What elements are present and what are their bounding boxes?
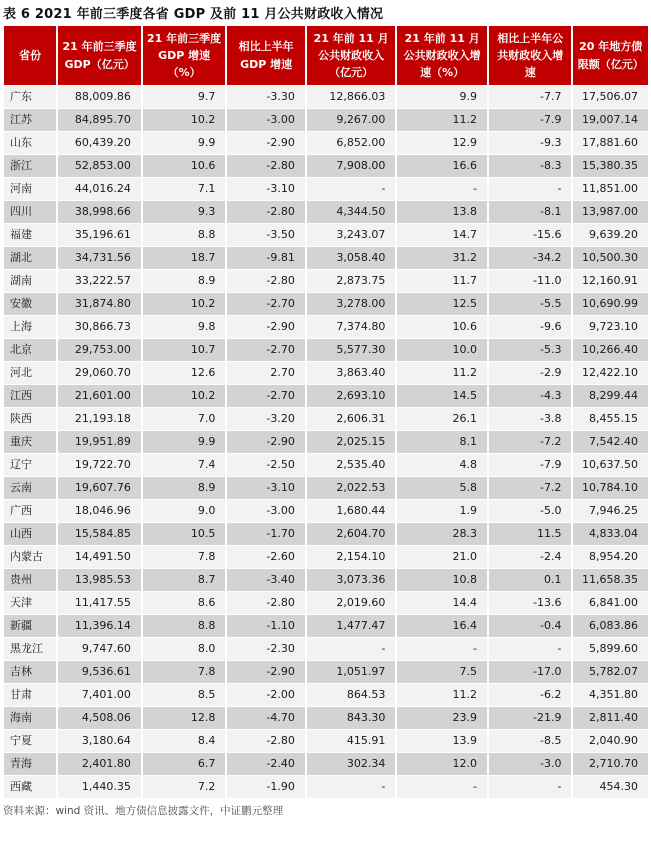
- table-row: [4, 638, 648, 660]
- cell-value: 35,196.61: [58, 224, 141, 246]
- cell-value: 34,731.56: [58, 247, 141, 269]
- cell-province: 宁夏: [4, 730, 56, 752]
- cell-value: 14.4: [397, 592, 487, 614]
- cell-value: 7,374.80: [307, 316, 396, 338]
- cell-value: 2,811.40: [573, 707, 648, 729]
- cell-province: 上海: [4, 316, 56, 338]
- cell-value: 6,083.86: [573, 615, 648, 637]
- cell-value: 9.0: [143, 500, 226, 522]
- cell-value: 454.30: [573, 776, 648, 798]
- cell-value: 10.2: [143, 385, 226, 407]
- table-row: [4, 316, 648, 338]
- cell-value: -: [397, 178, 487, 200]
- cell-value: 8.4: [143, 730, 226, 752]
- cell-value: 10,500.30: [573, 247, 648, 269]
- cell-value: 2,873.75: [307, 270, 396, 292]
- cell-value: 8.6: [143, 592, 226, 614]
- cell-value: 15,380.35: [573, 155, 648, 177]
- cell-value: 12.9: [397, 132, 487, 154]
- table-row: [4, 385, 648, 407]
- cell-value: 30,866.73: [58, 316, 141, 338]
- cell-value: 7,908.00: [307, 155, 396, 177]
- cell-value: -3.10: [227, 477, 304, 499]
- cell-value: 9,723.10: [573, 316, 648, 338]
- cell-value: 7.8: [143, 661, 226, 683]
- cell-value: -2.80: [227, 155, 304, 177]
- cell-value: 843.30: [307, 707, 396, 729]
- cell-value: 13.8: [397, 201, 487, 223]
- cell-province: 云南: [4, 477, 56, 499]
- table-row: [4, 178, 648, 200]
- table-row: [4, 753, 648, 775]
- cell-province: 江西: [4, 385, 56, 407]
- cell-value: -9.81: [227, 247, 304, 269]
- cell-value: 2,693.10: [307, 385, 396, 407]
- cell-value: 2.70: [227, 362, 304, 384]
- cell-value: -3.10: [227, 178, 304, 200]
- table-row: [4, 408, 648, 430]
- cell-province: 河北: [4, 362, 56, 384]
- cell-value: 10.6: [397, 316, 487, 338]
- cell-province: 北京: [4, 339, 56, 361]
- source-note: 资料来源：wind 资讯、地方债信息披露文件，中证鹏元整理: [3, 805, 284, 817]
- cell-value: 7.5: [397, 661, 487, 683]
- cell-value: 3,278.00: [307, 293, 396, 315]
- cell-value: 17,881.60: [573, 132, 648, 154]
- cell-value: 10,784.10: [573, 477, 648, 499]
- cell-value: 11,417.55: [58, 592, 141, 614]
- cell-value: 9,747.60: [58, 638, 141, 660]
- cell-value: 2,535.40: [307, 454, 396, 476]
- cell-value: -4.3: [489, 385, 572, 407]
- cell-value: -1.10: [227, 615, 304, 637]
- cell-value: -: [307, 638, 396, 660]
- cell-value: -3.40: [227, 569, 304, 591]
- cell-value: 9,267.00: [307, 109, 396, 131]
- table-row: [4, 270, 648, 292]
- column-header: 21 年前三季度 GDP 增速（%）: [143, 26, 226, 85]
- cell-value: 84,895.70: [58, 109, 141, 131]
- table-row: [4, 201, 648, 223]
- cell-value: 13,987.00: [573, 201, 648, 223]
- cell-value: 9.7: [143, 86, 226, 108]
- cell-value: 12.0: [397, 753, 487, 775]
- cell-value: 29,060.70: [58, 362, 141, 384]
- cell-province: 天津: [4, 592, 56, 614]
- cell-value: -5.0: [489, 500, 572, 522]
- cell-value: 415.91: [307, 730, 396, 752]
- column-header: 省份: [4, 26, 56, 85]
- cell-value: 7.2: [143, 776, 226, 798]
- cell-value: 44,016.24: [58, 178, 141, 200]
- cell-value: 26.1: [397, 408, 487, 430]
- cell-value: 10.6: [143, 155, 226, 177]
- cell-value: 10,266.40: [573, 339, 648, 361]
- cell-value: 16.4: [397, 615, 487, 637]
- cell-value: -1.90: [227, 776, 304, 798]
- cell-value: -3.0: [489, 753, 572, 775]
- column-header: 21 年前三季度 GDP（亿元）: [58, 26, 141, 85]
- table-row: [4, 362, 648, 384]
- cell-value: -7.9: [489, 454, 572, 476]
- cell-value: 2,401.80: [58, 753, 141, 775]
- cell-value: -3.50: [227, 224, 304, 246]
- table-row: [4, 293, 648, 315]
- table-row: [4, 569, 648, 591]
- cell-value: 7,542.40: [573, 431, 648, 453]
- cell-value: 2,606.31: [307, 408, 396, 430]
- cell-value: -2.00: [227, 684, 304, 706]
- cell-province: 安徽: [4, 293, 56, 315]
- cell-value: 4,351.80: [573, 684, 648, 706]
- cell-value: -7.2: [489, 477, 572, 499]
- cell-value: 28.3: [397, 523, 487, 545]
- table-row: [4, 615, 648, 637]
- table-row: [4, 247, 648, 269]
- cell-value: 5,899.60: [573, 638, 648, 660]
- cell-value: 9.9: [143, 431, 226, 453]
- cell-value: 23.9: [397, 707, 487, 729]
- cell-value: 10,690.99: [573, 293, 648, 315]
- table-row: [4, 661, 648, 683]
- cell-value: 2,710.70: [573, 753, 648, 775]
- cell-province: 甘肃: [4, 684, 56, 706]
- cell-value: 10.2: [143, 293, 226, 315]
- column-header: 21 年前 11 月公共财政收入（亿元）: [307, 26, 396, 85]
- cell-value: 21.0: [397, 546, 487, 568]
- cell-value: 9.9: [397, 86, 487, 108]
- cell-value: 19,951.89: [58, 431, 141, 453]
- cell-value: 9.3: [143, 201, 226, 223]
- cell-value: 7,946.25: [573, 500, 648, 522]
- cell-value: 2,154.10: [307, 546, 396, 568]
- cell-province: 四川: [4, 201, 56, 223]
- cell-value: 1.9: [397, 500, 487, 522]
- cell-province: 海南: [4, 707, 56, 729]
- table-title: 表 6 2021 年前三季度各省 GDP 及前 11 月公共财政收入情况: [3, 7, 384, 22]
- cell-value: 13.9: [397, 730, 487, 752]
- cell-province: 山西: [4, 523, 56, 545]
- cell-value: 88,009.86: [58, 86, 141, 108]
- cell-value: -0.4: [489, 615, 572, 637]
- cell-value: 8.0: [143, 638, 226, 660]
- cell-value: 12.6: [143, 362, 226, 384]
- cell-value: -3.8: [489, 408, 572, 430]
- cell-value: 11,851.00: [573, 178, 648, 200]
- cell-value: 31.2: [397, 247, 487, 269]
- cell-value: 11.7: [397, 270, 487, 292]
- cell-value: 7.8: [143, 546, 226, 568]
- cell-value: 11.2: [397, 109, 487, 131]
- cell-value: -2.90: [227, 431, 304, 453]
- cell-value: 0.1: [489, 569, 572, 591]
- cell-value: -2.70: [227, 293, 304, 315]
- cell-province: 广东: [4, 86, 56, 108]
- cell-value: -2.80: [227, 592, 304, 614]
- column-header: 20 年地方债限额（亿元）: [573, 26, 648, 85]
- cell-value: -2.80: [227, 201, 304, 223]
- cell-value: 5,782.07: [573, 661, 648, 683]
- cell-value: -2.9: [489, 362, 572, 384]
- table-row: [4, 155, 648, 177]
- column-header: 21 年前 11 月公共财政收入增速（%）: [397, 26, 487, 85]
- table-row: [4, 132, 648, 154]
- table-row: [4, 224, 648, 246]
- cell-value: 10.2: [143, 109, 226, 131]
- cell-value: -34.2: [489, 247, 572, 269]
- column-header: 相比上半年公共财政收入增速: [489, 26, 572, 85]
- cell-value: 1,680.44: [307, 500, 396, 522]
- cell-value: -21.9: [489, 707, 572, 729]
- cell-value: -6.2: [489, 684, 572, 706]
- cell-value: -8.3: [489, 155, 572, 177]
- cell-value: -3.00: [227, 109, 304, 131]
- table-body: [4, 86, 648, 798]
- cell-value: 7.0: [143, 408, 226, 430]
- cell-value: 29,753.00: [58, 339, 141, 361]
- cell-value: 7,401.00: [58, 684, 141, 706]
- cell-value: 2,604.70: [307, 523, 396, 545]
- cell-value: -2.30: [227, 638, 304, 660]
- cell-value: -: [307, 178, 396, 200]
- table-row: [4, 546, 648, 568]
- cell-value: 9.9: [143, 132, 226, 154]
- cell-value: 11,658.35: [573, 569, 648, 591]
- table-header-row: [4, 26, 648, 85]
- cell-value: -9.3: [489, 132, 572, 154]
- table-row: [4, 454, 648, 476]
- cell-value: 52,853.00: [58, 155, 141, 177]
- table-row: [4, 86, 648, 108]
- cell-value: 10.5: [143, 523, 226, 545]
- cell-value: -11.0: [489, 270, 572, 292]
- cell-value: -: [489, 638, 572, 660]
- cell-value: -7.9: [489, 109, 572, 131]
- cell-value: 9,536.61: [58, 661, 141, 683]
- cell-value: -2.80: [227, 270, 304, 292]
- cell-value: 6.7: [143, 753, 226, 775]
- cell-value: -2.90: [227, 316, 304, 338]
- cell-value: 18.7: [143, 247, 226, 269]
- column-header: 相比上半年 GDP 增速: [227, 26, 304, 85]
- cell-value: -15.6: [489, 224, 572, 246]
- cell-value: 12.8: [143, 707, 226, 729]
- cell-value: -: [489, 178, 572, 200]
- cell-value: 8,455.15: [573, 408, 648, 430]
- cell-value: 9,639.20: [573, 224, 648, 246]
- cell-province: 西藏: [4, 776, 56, 798]
- cell-province: 湖北: [4, 247, 56, 269]
- cell-value: -1.70: [227, 523, 304, 545]
- cell-value: 60,439.20: [58, 132, 141, 154]
- cell-value: 4,833.04: [573, 523, 648, 545]
- cell-value: 10,637.50: [573, 454, 648, 476]
- cell-value: 9.8: [143, 316, 226, 338]
- cell-value: -7.2: [489, 431, 572, 453]
- cell-value: 2,025.15: [307, 431, 396, 453]
- cell-value: 19,722.70: [58, 454, 141, 476]
- table-row: [4, 707, 648, 729]
- cell-value: 14,491.50: [58, 546, 141, 568]
- cell-value: 4,508.06: [58, 707, 141, 729]
- table-row: [4, 477, 648, 499]
- cell-value: 19,607.76: [58, 477, 141, 499]
- cell-value: 11.2: [397, 684, 487, 706]
- cell-value: -2.60: [227, 546, 304, 568]
- cell-value: 2,019.60: [307, 592, 396, 614]
- cell-value: -2.4: [489, 546, 572, 568]
- cell-value: 33,222.57: [58, 270, 141, 292]
- cell-value: -: [489, 776, 572, 798]
- cell-value: -2.90: [227, 661, 304, 683]
- table-row: [4, 500, 648, 522]
- cell-province: 吉林: [4, 661, 56, 683]
- cell-province: 辽宁: [4, 454, 56, 476]
- cell-value: 15,584.85: [58, 523, 141, 545]
- table-row: [4, 109, 648, 131]
- cell-value: 302.34: [307, 753, 396, 775]
- cell-value: -: [397, 638, 487, 660]
- cell-value: 8.8: [143, 615, 226, 637]
- table-row: [4, 730, 648, 752]
- cell-value: 5,577.30: [307, 339, 396, 361]
- table-row: [4, 592, 648, 614]
- cell-value: 8.5: [143, 684, 226, 706]
- cell-province: 山东: [4, 132, 56, 154]
- cell-value: -9.6: [489, 316, 572, 338]
- cell-province: 河南: [4, 178, 56, 200]
- cell-value: 12,866.03: [307, 86, 396, 108]
- cell-value: 3,863.40: [307, 362, 396, 384]
- cell-value: -: [307, 776, 396, 798]
- cell-value: 5.8: [397, 477, 487, 499]
- cell-value: 2,022.53: [307, 477, 396, 499]
- cell-province: 贵州: [4, 569, 56, 591]
- cell-value: -3.00: [227, 500, 304, 522]
- cell-value: -3.30: [227, 86, 304, 108]
- cell-province: 湖南: [4, 270, 56, 292]
- cell-value: 11.5: [489, 523, 572, 545]
- cell-value: -: [397, 776, 487, 798]
- cell-value: -2.70: [227, 339, 304, 361]
- cell-province: 陕西: [4, 408, 56, 430]
- cell-value: 12,160.91: [573, 270, 648, 292]
- cell-value: 13,985.53: [58, 569, 141, 591]
- table-row: [4, 776, 648, 798]
- cell-value: -2.50: [227, 454, 304, 476]
- cell-province: 内蒙古: [4, 546, 56, 568]
- cell-value: 31,874.80: [58, 293, 141, 315]
- cell-value: 8.1: [397, 431, 487, 453]
- cell-value: 19,007.14: [573, 109, 648, 131]
- province-gdp-fiscal-table: [2, 25, 650, 799]
- cell-value: 14.5: [397, 385, 487, 407]
- cell-value: -8.1: [489, 201, 572, 223]
- cell-value: 21,601.00: [58, 385, 141, 407]
- cell-value: 7.1: [143, 178, 226, 200]
- cell-value: 14.7: [397, 224, 487, 246]
- cell-value: 38,998.66: [58, 201, 141, 223]
- cell-value: 12,422.10: [573, 362, 648, 384]
- cell-value: 8.7: [143, 569, 226, 591]
- table-row: [4, 339, 648, 361]
- cell-value: 3,058.40: [307, 247, 396, 269]
- cell-value: 3,243.07: [307, 224, 396, 246]
- cell-value: 4.8: [397, 454, 487, 476]
- cell-value: 6,852.00: [307, 132, 396, 154]
- cell-value: 11.2: [397, 362, 487, 384]
- cell-province: 福建: [4, 224, 56, 246]
- cell-value: -5.5: [489, 293, 572, 315]
- cell-value: 8.9: [143, 270, 226, 292]
- cell-value: 12.5: [397, 293, 487, 315]
- cell-value: 864.53: [307, 684, 396, 706]
- cell-value: -2.40: [227, 753, 304, 775]
- cell-value: 8.9: [143, 477, 226, 499]
- cell-value: 10.8: [397, 569, 487, 591]
- cell-value: 8.8: [143, 224, 226, 246]
- cell-value: 1,051.97: [307, 661, 396, 683]
- cell-value: 1,440.35: [58, 776, 141, 798]
- cell-value: -2.90: [227, 132, 304, 154]
- cell-value: 3,180.64: [58, 730, 141, 752]
- cell-value: -7.7: [489, 86, 572, 108]
- cell-value: -5.3: [489, 339, 572, 361]
- cell-value: 16.6: [397, 155, 487, 177]
- cell-province: 黑龙江: [4, 638, 56, 660]
- cell-value: 8,299.44: [573, 385, 648, 407]
- cell-value: 7.4: [143, 454, 226, 476]
- cell-value: -2.70: [227, 385, 304, 407]
- cell-province: 青海: [4, 753, 56, 775]
- cell-value: 11,396.14: [58, 615, 141, 637]
- cell-value: 10.0: [397, 339, 487, 361]
- table-row: [4, 523, 648, 545]
- cell-value: -13.6: [489, 592, 572, 614]
- cell-province: 浙江: [4, 155, 56, 177]
- cell-province: 江苏: [4, 109, 56, 131]
- cell-value: -4.70: [227, 707, 304, 729]
- cell-province: 广西: [4, 500, 56, 522]
- cell-value: 2,040.90: [573, 730, 648, 752]
- cell-value: 21,193.18: [58, 408, 141, 430]
- cell-province: 重庆: [4, 431, 56, 453]
- cell-value: -2.80: [227, 730, 304, 752]
- cell-value: -17.0: [489, 661, 572, 683]
- cell-value: -3.20: [227, 408, 304, 430]
- cell-value: 3,073.36: [307, 569, 396, 591]
- cell-value: 18,046.96: [58, 500, 141, 522]
- cell-value: 1,477.47: [307, 615, 396, 637]
- table-row: [4, 684, 648, 706]
- cell-value: 10.7: [143, 339, 226, 361]
- cell-value: 8,954.20: [573, 546, 648, 568]
- cell-value: -8.5: [489, 730, 572, 752]
- cell-value: 17,506.07: [573, 86, 648, 108]
- cell-value: 6,841.00: [573, 592, 648, 614]
- cell-province: 新疆: [4, 615, 56, 637]
- table-row: [4, 431, 648, 453]
- cell-value: 4,344.50: [307, 201, 396, 223]
